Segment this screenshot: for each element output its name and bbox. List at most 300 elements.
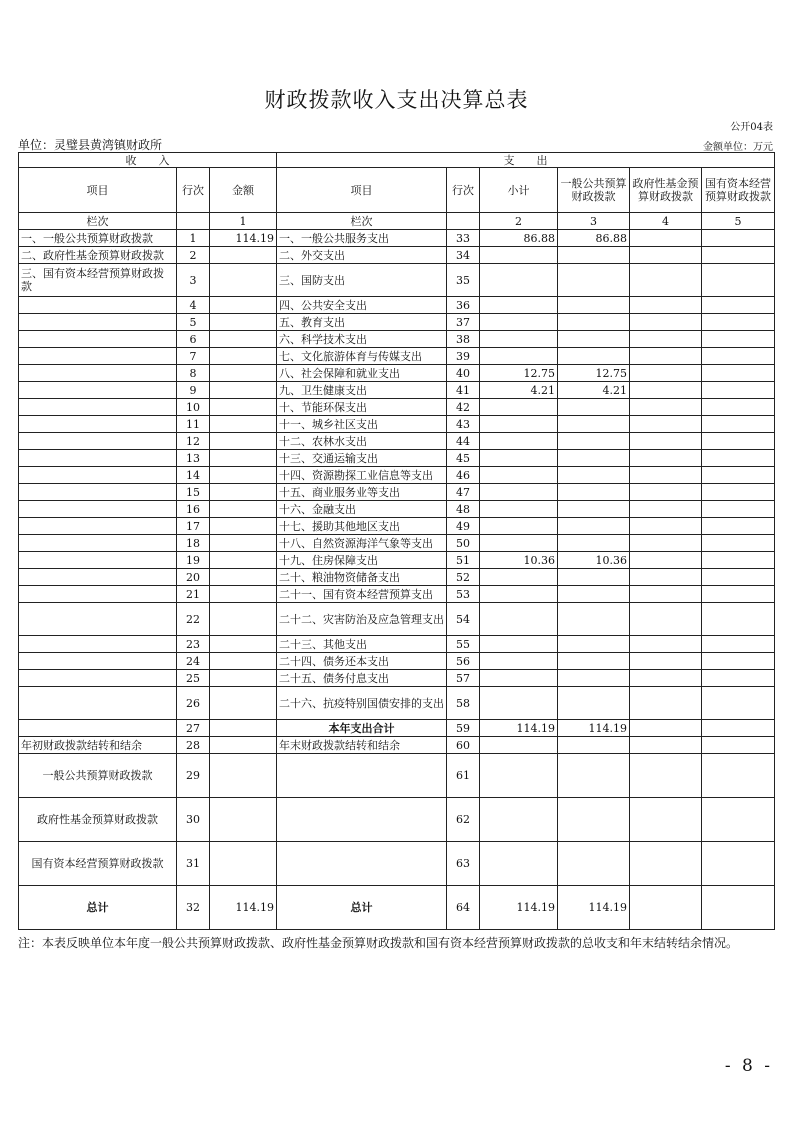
income-amount xyxy=(210,467,277,484)
subtotal-value xyxy=(480,331,558,348)
fund-budget-value xyxy=(630,450,702,467)
income-item xyxy=(19,569,177,586)
col-label: 栏次 xyxy=(19,213,177,230)
general-budget-value xyxy=(558,247,630,264)
empty-cell xyxy=(447,213,480,230)
general-budget-header: 一般公共预算财政拨款 xyxy=(558,168,630,213)
income-line-no: 31 xyxy=(177,842,210,886)
expense-item: 十九、住房保障支出 xyxy=(277,552,447,569)
general-budget-value xyxy=(558,450,630,467)
income-header: 收 入 xyxy=(19,153,277,168)
income-line-no: 21 xyxy=(177,586,210,603)
income-amount xyxy=(210,670,277,687)
expense-item: 四、公共安全支出 xyxy=(277,297,447,314)
subtotal-value xyxy=(480,297,558,314)
general-budget-value xyxy=(558,314,630,331)
empty-cell xyxy=(177,213,210,230)
income-amount xyxy=(210,382,277,399)
table-row xyxy=(19,586,775,603)
fund-budget-value xyxy=(630,842,702,886)
subtotal-header: 小计 xyxy=(480,168,558,213)
expense-line-no: 59 xyxy=(447,720,480,737)
table-row xyxy=(19,433,775,450)
table-row xyxy=(19,670,775,687)
col-label-2: 栏次 xyxy=(277,213,447,230)
subtotal-value xyxy=(480,670,558,687)
table-row xyxy=(19,484,775,501)
income-item: 总计 xyxy=(19,886,177,930)
income-amount xyxy=(210,501,277,518)
expense-item: 二十三、其他支出 xyxy=(277,636,447,653)
income-amount xyxy=(210,754,277,798)
expense-line-no: 58 xyxy=(447,687,480,720)
state-capital-value xyxy=(702,399,775,416)
expense-item: 二十一、国有资本经营预算支出 xyxy=(277,586,447,603)
expense-line-no: 50 xyxy=(447,535,480,552)
fund-budget-value xyxy=(630,670,702,687)
general-budget-value xyxy=(558,586,630,603)
expense-line-no: 39 xyxy=(447,348,480,365)
table-row xyxy=(19,653,775,670)
fund-budget-value xyxy=(630,382,702,399)
page-title: 财政拨款收入支出决算总表 xyxy=(264,88,529,112)
subtotal-value xyxy=(480,450,558,467)
col-1: 1 xyxy=(210,213,277,230)
income-amount xyxy=(210,416,277,433)
subtotal-value xyxy=(480,737,558,754)
expense-line-no: 51 xyxy=(447,552,480,569)
subtotal-value xyxy=(480,247,558,264)
income-line-no: 12 xyxy=(177,433,210,450)
fund-budget-value xyxy=(630,737,702,754)
income-line-no: 3 xyxy=(177,264,210,297)
expense-line-no: 53 xyxy=(447,586,480,603)
expense-line-no: 48 xyxy=(447,501,480,518)
table-row xyxy=(19,314,775,331)
subtotal-value xyxy=(480,687,558,720)
expense-item: 总计 xyxy=(277,886,447,930)
table-row xyxy=(19,687,775,720)
fund-budget-value xyxy=(630,467,702,484)
subtotal-value xyxy=(480,636,558,653)
income-line-no: 14 xyxy=(177,467,210,484)
state-capital-value xyxy=(702,886,775,930)
general-budget-value xyxy=(558,670,630,687)
subtotal-value xyxy=(480,535,558,552)
income-amount xyxy=(210,518,277,535)
income-amount xyxy=(210,720,277,737)
income-amount xyxy=(210,365,277,382)
general-budget-value xyxy=(558,842,630,886)
table-row xyxy=(19,297,775,314)
income-line-no: 29 xyxy=(177,754,210,798)
expense-item: 二十五、债务付息支出 xyxy=(277,670,447,687)
expense-line-no: 43 xyxy=(447,416,480,433)
table-row xyxy=(19,552,775,569)
income-line-no: 11 xyxy=(177,416,210,433)
table-row xyxy=(19,264,775,297)
state-capital-value xyxy=(702,653,775,670)
income-line-no: 30 xyxy=(177,798,210,842)
fund-budget-value xyxy=(630,247,702,264)
table-row xyxy=(19,798,775,842)
expense-line-no: 36 xyxy=(447,297,480,314)
general-budget-value xyxy=(558,399,630,416)
income-item xyxy=(19,450,177,467)
expense-item: 八、社会保障和就业支出 xyxy=(277,365,447,382)
expense-item: 七、文化旅游体育与传媒支出 xyxy=(277,348,447,365)
general-budget-value xyxy=(558,569,630,586)
expense-line-no: 38 xyxy=(447,331,480,348)
income-amount xyxy=(210,603,277,636)
fund-budget-value xyxy=(630,754,702,798)
general-budget-value xyxy=(558,636,630,653)
fund-budget-value xyxy=(630,297,702,314)
subtotal-value xyxy=(480,569,558,586)
state-capital-value xyxy=(702,670,775,687)
expense-line-no: 62 xyxy=(447,798,480,842)
state-capital-value xyxy=(702,416,775,433)
subtotal-value xyxy=(480,653,558,670)
col-3: 3 xyxy=(558,213,630,230)
subtotal-value xyxy=(480,518,558,535)
state-capital-value xyxy=(702,331,775,348)
table-row xyxy=(19,886,775,930)
fund-budget-value xyxy=(630,433,702,450)
state-capital-value xyxy=(702,535,775,552)
table-row xyxy=(19,754,775,798)
general-budget-value: 4.21 xyxy=(558,382,630,399)
unit-label: 单位：灵璧县黄湾镇财政所 xyxy=(18,138,163,152)
expense-item: 一、一般公共服务支出 xyxy=(277,230,447,247)
income-item: 年初财政拨款结转和结余 xyxy=(19,737,177,754)
state-capital-value xyxy=(702,687,775,720)
expense-item: 十三、交通运输支出 xyxy=(277,450,447,467)
general-budget-value xyxy=(558,501,630,518)
income-item xyxy=(19,331,177,348)
income-amount xyxy=(210,297,277,314)
general-budget-value: 12.75 xyxy=(558,365,630,382)
income-line-no: 17 xyxy=(177,518,210,535)
general-budget-value xyxy=(558,264,630,297)
state-capital-value xyxy=(702,842,775,886)
state-capital-value xyxy=(702,501,775,518)
subtotal-value xyxy=(480,467,558,484)
general-budget-value: 86.88 xyxy=(558,230,630,247)
subtotal-value xyxy=(480,399,558,416)
fund-budget-value xyxy=(630,518,702,535)
income-line-no: 5 xyxy=(177,314,210,331)
fund-budget-value xyxy=(630,603,702,636)
income-item xyxy=(19,297,177,314)
general-budget-value xyxy=(558,535,630,552)
expense-item: 十二、农林水支出 xyxy=(277,433,447,450)
table-row xyxy=(19,348,775,365)
expense-line-no: 46 xyxy=(447,467,480,484)
table-row xyxy=(19,247,775,264)
table-row xyxy=(19,518,775,535)
fund-budget-value xyxy=(630,720,702,737)
income-amount xyxy=(210,264,277,297)
income-item xyxy=(19,348,177,365)
expense-line-no: 35 xyxy=(447,264,480,297)
expense-item: 十八、自然资源海洋气象等支出 xyxy=(277,535,447,552)
subtotal-value xyxy=(480,348,558,365)
income-amount xyxy=(210,653,277,670)
expense-item: 九、卫生健康支出 xyxy=(277,382,447,399)
table-row xyxy=(19,365,775,382)
general-budget-value xyxy=(558,653,630,670)
income-item xyxy=(19,501,177,518)
expense-item: 二十、粮油物资储备支出 xyxy=(277,569,447,586)
income-item xyxy=(19,687,177,720)
income-amount xyxy=(210,687,277,720)
expense-line-no: 63 xyxy=(447,842,480,886)
expense-line-no: 40 xyxy=(447,365,480,382)
income-line-no: 8 xyxy=(177,365,210,382)
income-amount xyxy=(210,399,277,416)
income-item xyxy=(19,670,177,687)
fund-budget-value xyxy=(630,798,702,842)
table-row xyxy=(19,382,775,399)
table-row xyxy=(19,501,775,518)
income-item: 政府性基金预算财政拨款 xyxy=(19,798,177,842)
subtotal-value xyxy=(480,433,558,450)
income-line-no: 6 xyxy=(177,331,210,348)
subtotal-value xyxy=(480,603,558,636)
income-line-no: 10 xyxy=(177,399,210,416)
expense-item: 五、教育支出 xyxy=(277,314,447,331)
column-header-row xyxy=(19,168,775,213)
expense-line-no: 37 xyxy=(447,314,480,331)
subtotal-value: 4.21 xyxy=(480,382,558,399)
subtotal-value xyxy=(480,798,558,842)
income-item xyxy=(19,467,177,484)
table-row xyxy=(19,230,775,247)
form-number: 公开04表 xyxy=(730,122,773,133)
income-item xyxy=(19,382,177,399)
expense-item: 二、外交支出 xyxy=(277,247,447,264)
state-capital-value xyxy=(702,518,775,535)
column-number-row xyxy=(19,213,775,230)
state-capital-value xyxy=(702,586,775,603)
state-capital-value xyxy=(702,450,775,467)
section-header-row xyxy=(19,153,775,168)
expense-line-no: 44 xyxy=(447,433,480,450)
general-budget-value: 114.19 xyxy=(558,720,630,737)
page-number: - 8 - xyxy=(724,1056,773,1076)
state-capital-value xyxy=(702,603,775,636)
fund-budget-value xyxy=(630,653,702,670)
income-line-no: 32 xyxy=(177,886,210,930)
expense-line-header: 行次 xyxy=(447,168,480,213)
income-amount xyxy=(210,535,277,552)
income-line-no: 15 xyxy=(177,484,210,501)
subtotal-value xyxy=(480,264,558,297)
state-capital-value xyxy=(702,467,775,484)
general-budget-value xyxy=(558,518,630,535)
subtotal-value xyxy=(480,314,558,331)
income-item xyxy=(19,552,177,569)
table-row xyxy=(19,636,775,653)
expense-line-no: 54 xyxy=(447,603,480,636)
general-budget-value xyxy=(558,754,630,798)
subtotal-value xyxy=(480,754,558,798)
expense-item: 年末财政拨款结转和结余 xyxy=(277,737,447,754)
subtotal-value: 114.19 xyxy=(480,720,558,737)
income-line-no: 26 xyxy=(177,687,210,720)
table-row xyxy=(19,467,775,484)
expense-item: 二十二、灾害防治及应急管理支出 xyxy=(277,603,447,636)
income-line-no: 25 xyxy=(177,670,210,687)
expense-line-no: 57 xyxy=(447,670,480,687)
income-amount xyxy=(210,331,277,348)
fund-budget-value xyxy=(630,484,702,501)
income-item: 三、国有资本经营预算财政拨款 xyxy=(19,264,177,297)
income-item xyxy=(19,433,177,450)
expense-item xyxy=(277,842,447,886)
table-row xyxy=(19,720,775,737)
fund-budget-value xyxy=(630,687,702,720)
general-budget-value xyxy=(558,297,630,314)
state-capital-value xyxy=(702,230,775,247)
subtotal-value xyxy=(480,416,558,433)
state-capital-value xyxy=(702,365,775,382)
col-4: 4 xyxy=(630,213,702,230)
general-budget-value xyxy=(558,687,630,720)
expense-line-no: 41 xyxy=(447,382,480,399)
expense-item: 十七、援助其他地区支出 xyxy=(277,518,447,535)
table-row xyxy=(19,450,775,467)
fund-budget-value xyxy=(630,552,702,569)
income-item xyxy=(19,653,177,670)
general-budget-value xyxy=(558,433,630,450)
income-line-no: 16 xyxy=(177,501,210,518)
income-item xyxy=(19,314,177,331)
fund-budget-value xyxy=(630,501,702,518)
table-row xyxy=(19,535,775,552)
general-budget-value xyxy=(558,737,630,754)
income-item xyxy=(19,603,177,636)
income-line-no: 4 xyxy=(177,297,210,314)
general-budget-value: 10.36 xyxy=(558,552,630,569)
expense-line-no: 60 xyxy=(447,737,480,754)
income-item xyxy=(19,399,177,416)
expense-item: 十、节能环保支出 xyxy=(277,399,447,416)
income-amount xyxy=(210,433,277,450)
income-amount xyxy=(210,348,277,365)
income-amount xyxy=(210,586,277,603)
expense-item: 本年支出合计 xyxy=(277,720,447,737)
income-amount xyxy=(210,247,277,264)
fund-budget-value xyxy=(630,365,702,382)
col-5: 5 xyxy=(702,213,775,230)
expense-item: 二十六、抗疫特别国债安排的支出 xyxy=(277,687,447,720)
income-line-header: 行次 xyxy=(177,168,210,213)
expense-line-no: 61 xyxy=(447,754,480,798)
general-budget-value xyxy=(558,798,630,842)
income-amount xyxy=(210,484,277,501)
fund-budget-value xyxy=(630,399,702,416)
income-line-no: 22 xyxy=(177,603,210,636)
income-line-no: 2 xyxy=(177,247,210,264)
state-capital-value xyxy=(702,484,775,501)
state-capital-value xyxy=(702,382,775,399)
fund-budget-value xyxy=(630,230,702,247)
fund-budget-value xyxy=(630,586,702,603)
expense-line-no: 55 xyxy=(447,636,480,653)
table-row xyxy=(19,416,775,433)
subtotal-value: 12.75 xyxy=(480,365,558,382)
state-capital-value xyxy=(702,264,775,297)
expense-line-no: 42 xyxy=(447,399,480,416)
table-row xyxy=(19,331,775,348)
income-line-no: 24 xyxy=(177,653,210,670)
income-line-no: 23 xyxy=(177,636,210,653)
fund-budget-value xyxy=(630,535,702,552)
income-item xyxy=(19,484,177,501)
subtotal-value xyxy=(480,842,558,886)
expense-item xyxy=(277,754,447,798)
income-amount xyxy=(210,842,277,886)
expense-line-no: 52 xyxy=(447,569,480,586)
income-line-no: 27 xyxy=(177,720,210,737)
fund-budget-value xyxy=(630,314,702,331)
income-item: 二、政府性基金预算财政拨款 xyxy=(19,247,177,264)
income-item: 一般公共预算财政拨款 xyxy=(19,754,177,798)
general-budget-value xyxy=(558,484,630,501)
income-item xyxy=(19,365,177,382)
income-item xyxy=(19,518,177,535)
state-capital-value xyxy=(702,720,775,737)
fund-budget-value xyxy=(630,416,702,433)
table-row xyxy=(19,603,775,636)
expense-line-no: 45 xyxy=(447,450,480,467)
expense-item-header: 项目 xyxy=(277,168,447,213)
income-line-no: 1 xyxy=(177,230,210,247)
income-amount xyxy=(210,798,277,842)
fund-budget-value xyxy=(630,348,702,365)
income-line-no: 28 xyxy=(177,737,210,754)
subtotal-value: 114.19 xyxy=(480,886,558,930)
fund-budget-value xyxy=(630,264,702,297)
income-item: 一、一般公共预算财政拨款 xyxy=(19,230,177,247)
state-capital-value xyxy=(702,569,775,586)
income-item-header: 项目 xyxy=(19,168,177,213)
expense-item: 二十四、债务还本支出 xyxy=(277,653,447,670)
fund-budget-value xyxy=(630,636,702,653)
expense-line-no: 34 xyxy=(447,247,480,264)
expense-item: 六、科学技术支出 xyxy=(277,331,447,348)
state-capital-value xyxy=(702,737,775,754)
income-amount xyxy=(210,450,277,467)
budget-table xyxy=(18,152,775,930)
fund-budget-header: 政府性基金预算财政拨款 xyxy=(630,168,702,213)
state-capital-value xyxy=(702,552,775,569)
expense-line-no: 64 xyxy=(447,886,480,930)
expense-item: 三、国防支出 xyxy=(277,264,447,297)
fund-budget-value xyxy=(630,331,702,348)
income-line-no: 13 xyxy=(177,450,210,467)
income-line-no: 18 xyxy=(177,535,210,552)
state-capital-header: 国有资本经营预算财政拨款 xyxy=(702,168,775,213)
table-row xyxy=(19,569,775,586)
income-amount xyxy=(210,552,277,569)
subtotal-value: 86.88 xyxy=(480,230,558,247)
income-amount xyxy=(210,569,277,586)
expense-item: 十六、金融支出 xyxy=(277,501,447,518)
income-line-no: 9 xyxy=(177,382,210,399)
